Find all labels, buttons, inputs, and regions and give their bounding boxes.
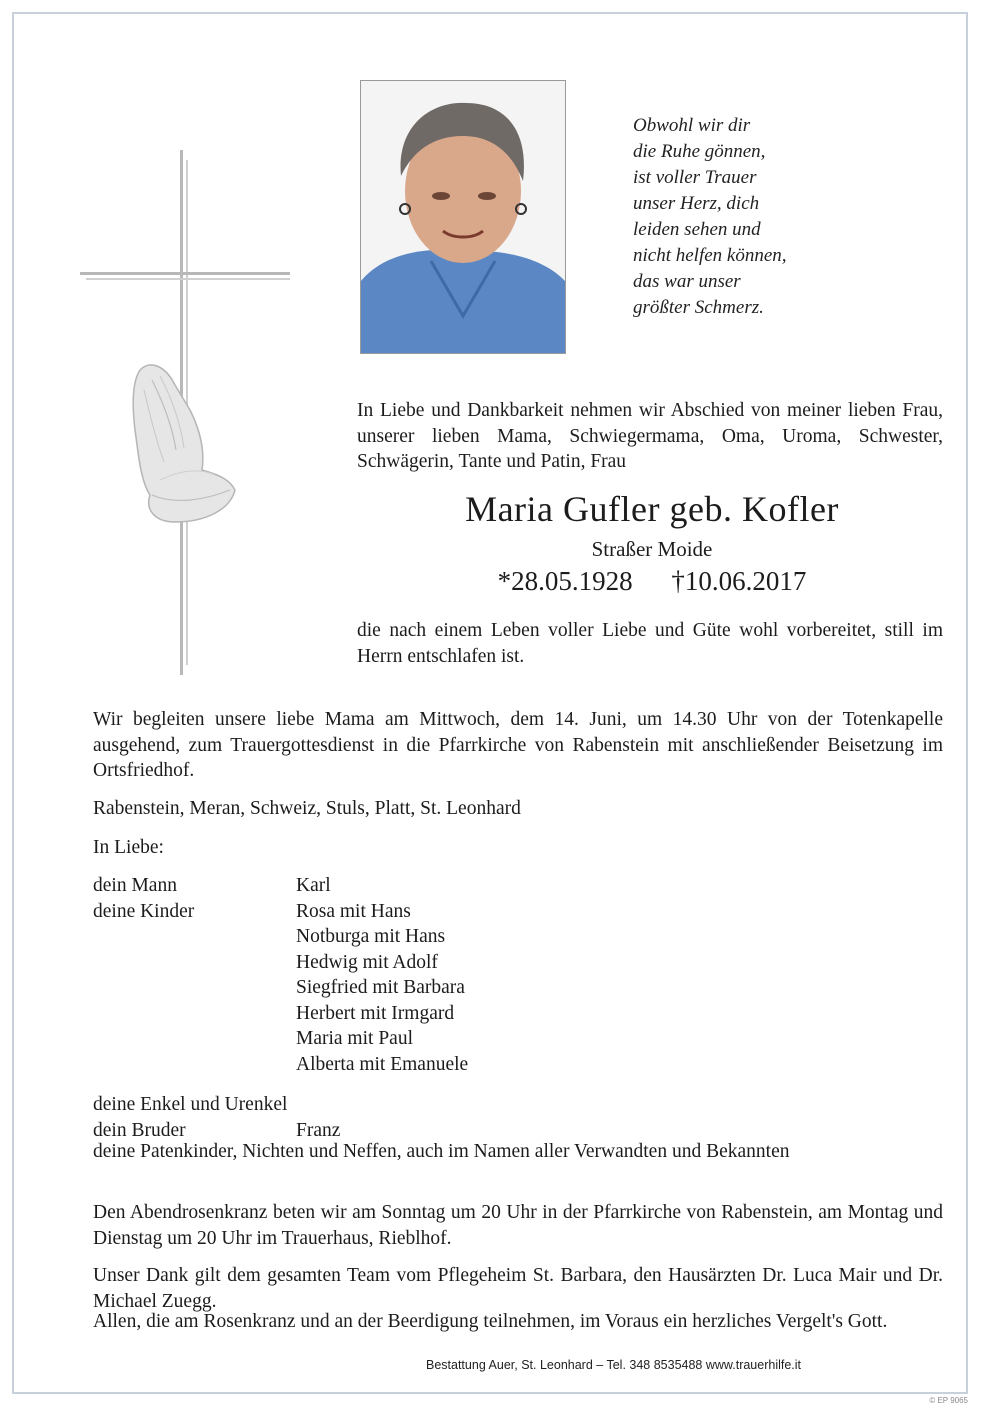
relatives-text: deine Patenkinder, Nichten und Neffen, auch im Namen aller Verwandten und Bekannten — [93, 1141, 790, 1162]
death-date: †10.06.2017 — [671, 566, 807, 596]
poem-line: unser Herz, dich — [633, 193, 760, 214]
brother-name: Franz — [296, 1119, 341, 1141]
children-label: deine Kinder — [93, 900, 195, 922]
in-love-heading: In Liebe: — [93, 837, 164, 858]
footer-contact: Bestattung Auer, St. Leonhard – Tel. 348 8535488 www.trauerhilfe.it — [426, 1358, 802, 1372]
child-entry: Alberta mit Emanuele — [296, 1053, 469, 1075]
portrait-photo — [360, 80, 566, 354]
child-entry: Notburga mit Hans — [296, 926, 446, 947]
poem-line: ist voller Trauer — [633, 167, 757, 188]
cross-icon — [80, 150, 300, 680]
poem-line: die Ruhe gönnen, — [633, 141, 766, 162]
funeral-text: Wir begleiten unsere liebe Mama am Mittwoch, dem 14. Juni, um 14.30 Uhr von der Totenkapelle ausgehend, zum Trauergottesdienst in die Pfarrkirche von Rabenstein mit anschließender Beisetzung im Ortsfriedhof. — [93, 709, 943, 781]
poem-line: Obwohl wir dir — [633, 115, 751, 136]
poem-line: nicht helfen können, — [633, 245, 787, 266]
intro-text: In Liebe und Dankbarkeit nehmen wir Abschied von meiner lieben Frau, unserer lieben Mama, Schwiegermama, Oma, Uroma, Schwester, Schwägerin, Tante und Patin, Frau — [357, 400, 943, 472]
husband-name: Karl — [296, 875, 331, 896]
brother-label: dein Bruder — [93, 1119, 186, 1141]
passing-text: die nach einem Leben voller Liebe und Güte wohl vorbereitet, still im Herrn entschlafen ist. — [357, 620, 943, 667]
birth-date: *28.05.1928 — [497, 566, 633, 596]
praying-hands-icon — [133, 365, 235, 522]
poem — [633, 113, 787, 321]
child-entry: Siegfried mit Barbara — [296, 977, 465, 998]
child-entry: Rosa mit Hans — [296, 900, 411, 922]
poem-line: größter Schmerz. — [633, 297, 764, 318]
deceased-nickname: Straßer Moide — [591, 537, 713, 561]
document-code: © EP 9065 — [929, 1396, 968, 1405]
poem-line: das war unser — [633, 271, 741, 292]
deceased-name: Maria Gufler geb. Kofler — [465, 489, 839, 529]
poem-line: leiden sehen und — [633, 219, 761, 240]
child-entry: Maria mit Paul — [296, 1028, 413, 1049]
life-dates — [360, 566, 944, 597]
child-entry: Hedwig mit Adolf — [296, 951, 438, 973]
rosary-text: Den Abendrosenkranz beten wir am Sonntag um 20 Uhr in der Pfarrkirche von Rabenstein, am Montag und Dienstag um 20 Uhr im Trauerhaus, Rieblhof. — [93, 1202, 943, 1249]
child-entry: Herbert mit Irmgard — [296, 1002, 455, 1024]
husband-label: dein Mann — [93, 875, 177, 896]
grandchildren-text: deine Enkel und Urenkel — [93, 1094, 288, 1115]
thanks-text-2: Allen, die am Rosenkranz und an der Beerdigung teilnehmen, im Voraus ein herzliches Vergelt's Gott. — [93, 1311, 888, 1332]
places-text: Rabenstein, Meran, Schweiz, Stuls, Platt, St. Leonhard — [93, 798, 521, 819]
thanks-text: Unser Dank gilt dem gesamten Team vom Pflegeheim St. Barbara, den Hausärzten Dr. Luca Mair und Dr. Michael Zuegg. — [93, 1265, 943, 1312]
